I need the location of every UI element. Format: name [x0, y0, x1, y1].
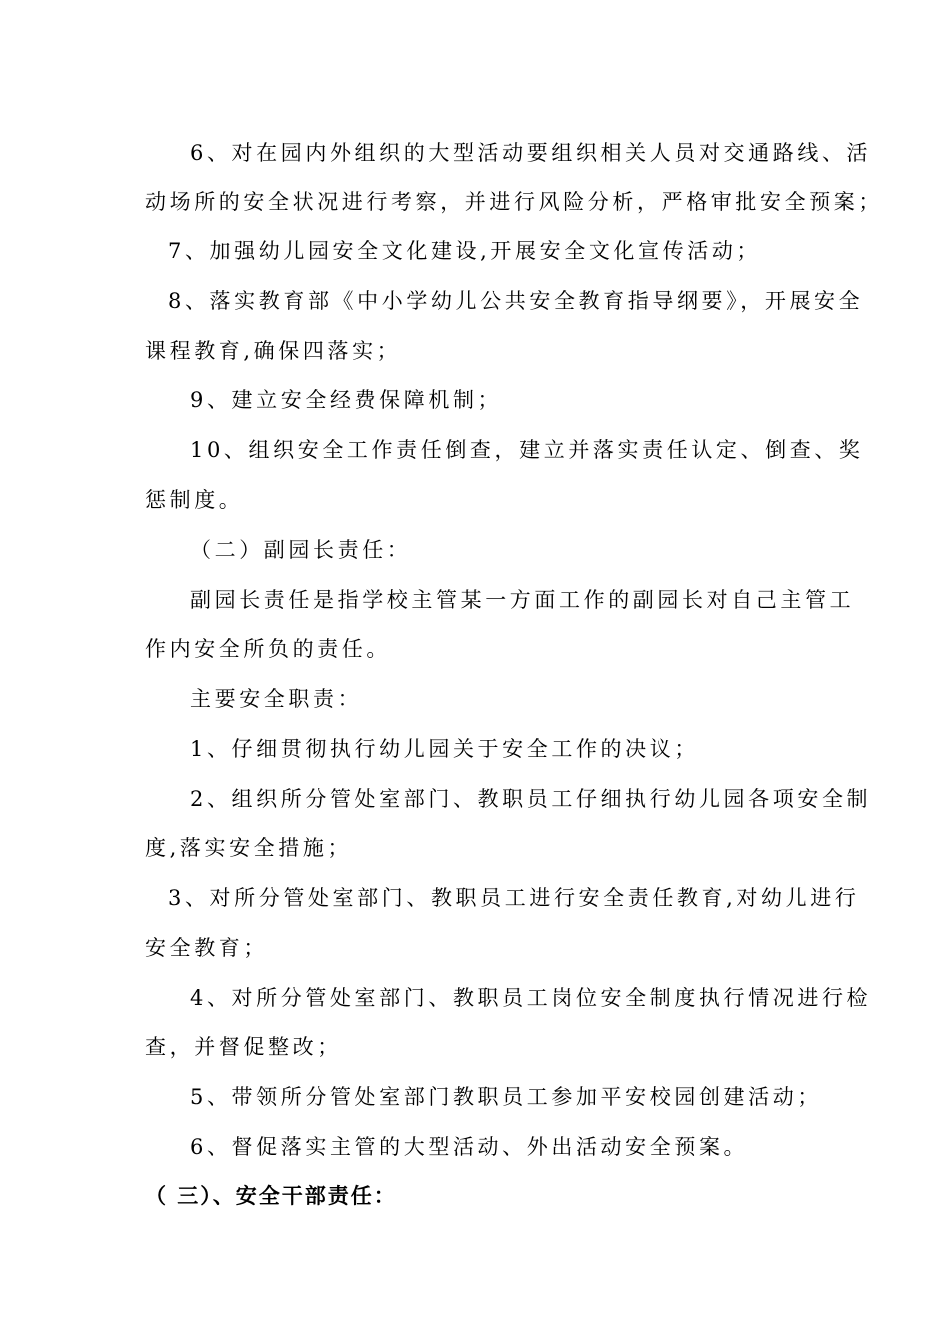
subheading: 主要安全职责： — [190, 687, 363, 711]
list-item-continuation: 安全教育； — [145, 936, 268, 960]
section-heading: （二）副园长责任： — [190, 538, 412, 562]
list-item: 3、对所分管处室部门、教职员工进行安全责任教育,对幼儿进行 — [168, 886, 860, 910]
paragraph-line: 副园长责任是指学校主管某一方面工作的副园长对自己主管工 — [190, 588, 855, 612]
list-item: 5、带领所分管处室部门教职员工参加平安校园创建活动； — [190, 1085, 822, 1109]
list-item: 2、组织所分管处室部门、教职员工仔细执行幼儿园各项安全制 — [190, 787, 872, 811]
paragraph-line: 惩制度。 — [145, 488, 244, 512]
paragraph-line: 7、加强幼儿园安全文化建设,开展安全文化宣传活动； — [168, 239, 762, 263]
list-item: 6、督促落实主管的大型活动、外出活动安全预案。 — [190, 1135, 749, 1159]
paragraph-line: 动场所的安全状况进行考察，并进行风险分析，严格审批安全预案； — [145, 190, 883, 214]
list-item-continuation: 度,落实安全措施； — [145, 836, 353, 860]
paragraph-line: 9、建立安全经费保障机制； — [190, 388, 503, 412]
paragraph-line: 作内安全所负的责任。 — [145, 637, 391, 661]
section-heading-bold: （ 三）、安全干部责任： — [145, 1184, 397, 1208]
paragraph-line: 8、落实教育部《中小学幼儿公共安全教育指导纲要》，开展安全 — [168, 289, 864, 313]
list-item: 4、对所分管处室部门、教职员工岗位安全制度执行情况进行检 — [190, 986, 872, 1010]
paragraph-line: 6、对在园内外组织的大型活动要组织相关人员对交通路线、活 — [190, 141, 872, 165]
list-item: 1、仔细贯彻执行幼儿园关于安全工作的决议； — [190, 737, 699, 761]
paragraph-line: 10、组织安全工作责任倒查，建立并落实责任认定、倒查、奖 — [190, 438, 864, 462]
paragraph-line: 课程教育,确保四落实； — [145, 339, 402, 363]
list-item-continuation: 查，并督促整改； — [145, 1035, 342, 1059]
